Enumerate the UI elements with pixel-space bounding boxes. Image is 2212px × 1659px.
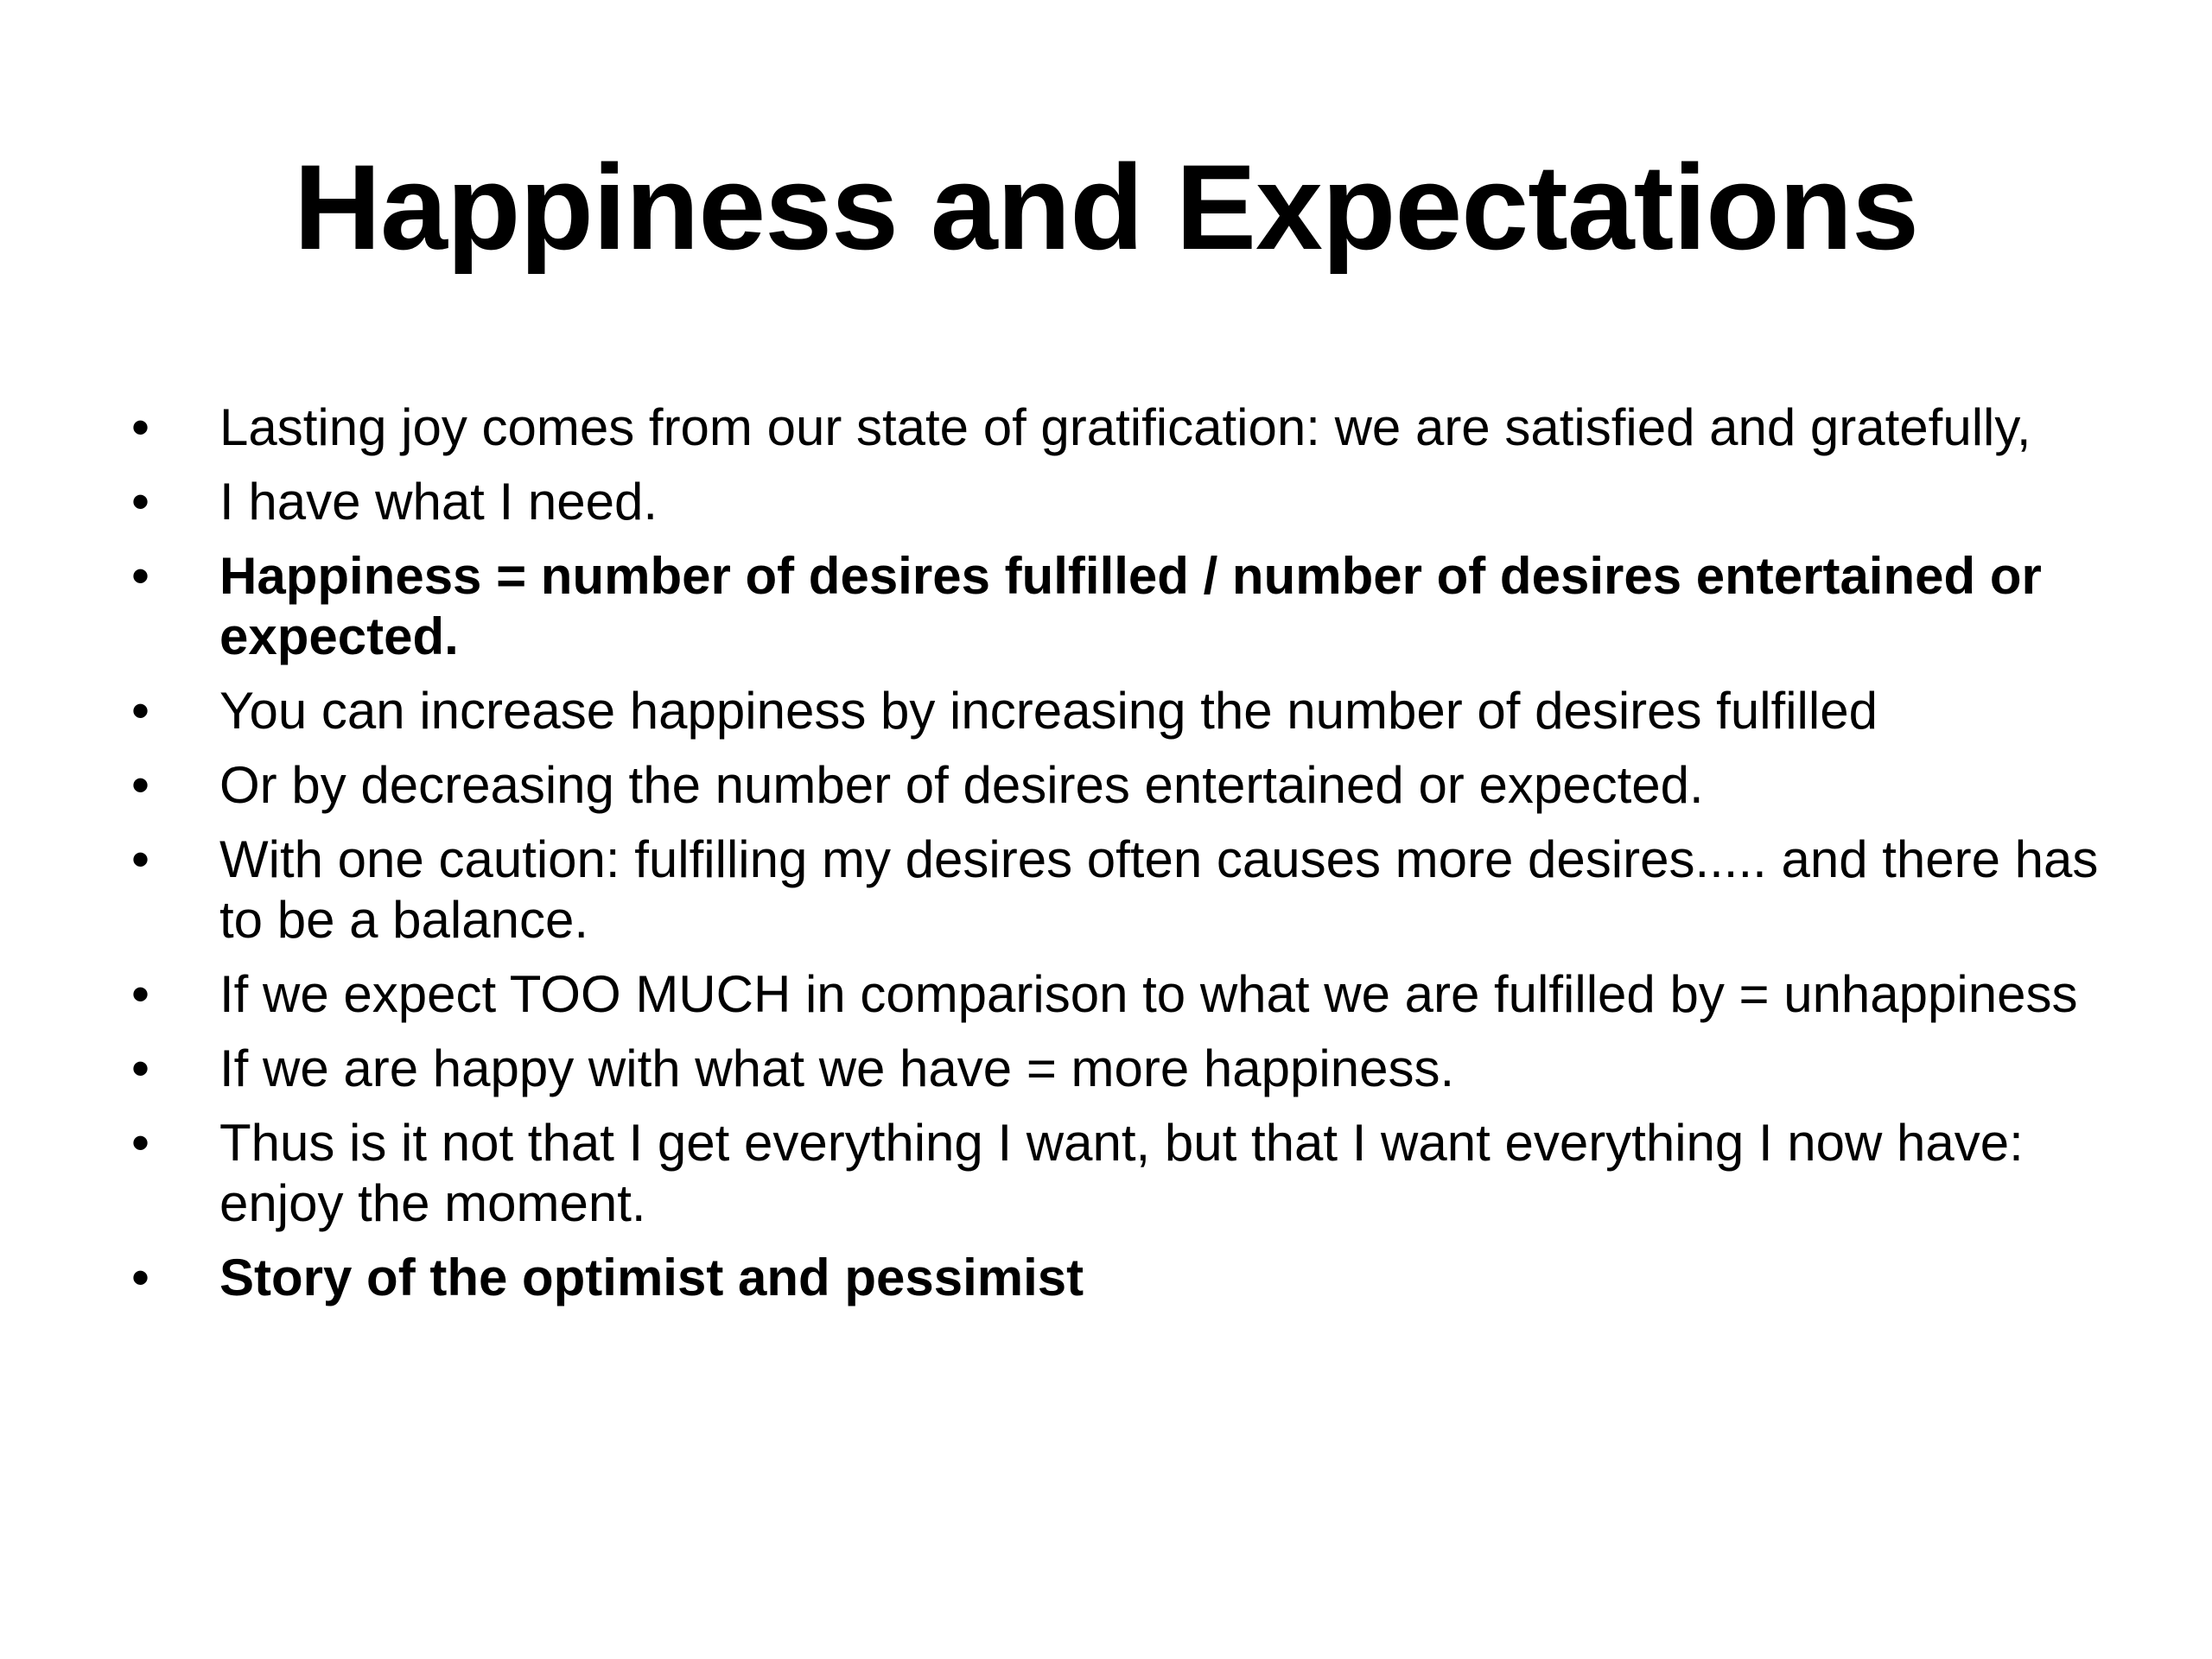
bullet-dot-icon: • [131,965,150,1023]
bullet-dot-icon: • [131,830,150,888]
bullet-dot-icon: • [131,1039,150,1097]
bullet-text: If we expect TOO MUCH in comparison to what we are fulfilled by = unhappiness [219,965,2078,1023]
bullet-text: Lasting joy comes from our state of gratification: we are satisfied and gratefully, [219,398,2031,456]
bullet-item [130,397,2117,458]
bullet-dot-icon: • [131,547,150,605]
bullet-item-bold [130,546,2117,667]
bullet-item [130,472,2117,532]
bullet-text: Or by decreasing the number of desires entertained or expected. [219,756,1704,814]
bullet-dot-icon: • [131,756,150,814]
slide-title: Happiness and Expectations [293,139,1919,275]
bullet-text: Story of the optimist and pessimist [219,1249,1084,1306]
bullet-item [130,681,2117,741]
bullet-dot-icon: • [131,473,150,531]
bullet-text: Happiness = number of desires fulfilled / number of desires entertained or expected. [219,547,2042,665]
bullet-item [130,964,2117,1025]
bullet-dot-icon: • [131,1249,150,1306]
bullet-item [130,830,2117,950]
bullet-item [130,1039,2117,1099]
bullet-dot-icon: • [131,1114,150,1172]
bullet-list [130,397,2117,1322]
bullet-text: If we are happy with what we have = more happiness. [219,1039,1455,1097]
bullet-item-bold [130,1248,2117,1308]
bullet-dot-icon: • [131,682,150,740]
bullet-item [130,755,2117,816]
bullet-text: I have what I need. [219,473,658,531]
bullet-text: Thus is it not that I get everything I want, but that I want everything I now have: enjoy the moment. [219,1114,2024,1232]
bullet-item [130,1113,2117,1234]
bullet-dot-icon: • [131,398,150,456]
bullet-text: With one caution: fulfilling my desires often causes more desires..... and there has to be a balance. [219,830,2099,949]
bullet-text: You can increase happiness by increasing the number of desires fulfilled [219,682,1878,740]
